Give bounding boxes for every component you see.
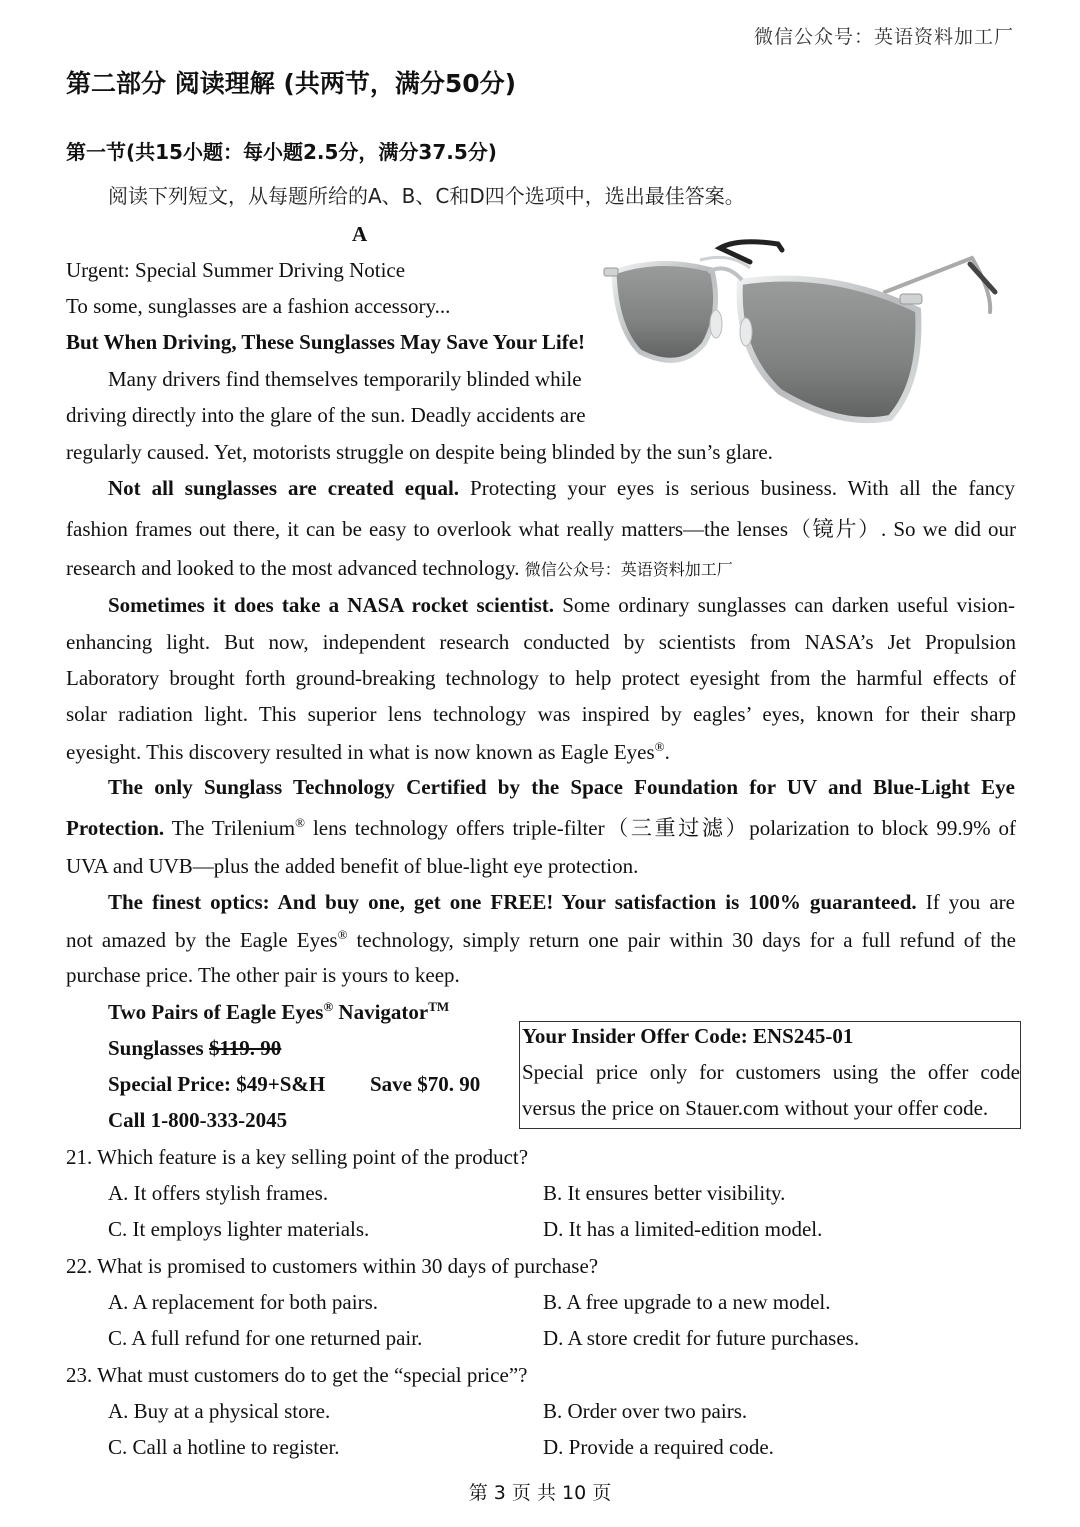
notice-intro: To some, sunglasses are a fashion accessory... — [66, 294, 451, 318]
product-name — [108, 999, 449, 1025]
p5-line2-post: technology, simply return one pair within 30 days for a full refund of the — [347, 928, 1016, 952]
q22-option-c: C. A full refund for one returned pair. — [108, 1326, 423, 1350]
p3-line5-text: eyesight. This discovery resulted in what is now known as Eagle Eyes — [66, 740, 655, 764]
q21-option-a: A. It offers stylish frames. — [108, 1181, 329, 1205]
p3-line1-rest: Some ordinary sunglasses can darken useful vision- — [554, 593, 1015, 617]
p2-line2: fashion frames out there, it can be easy to overlook what really matters—the lenses（镜片）. So we did our — [66, 517, 1016, 541]
registered-mark: ® — [295, 815, 306, 830]
p2-line1-rest: Protecting your eyes is serious business. With all the fancy — [459, 476, 1015, 500]
q22-option-d: D. A store credit for future purchases. — [543, 1326, 860, 1350]
p5-line3: purchase price. The other pair is yours to keep. — [66, 963, 460, 987]
product-name-post: Navigator — [333, 1000, 429, 1024]
subsection-title: 第一节(共15小题：每小题2.5分，满分37.5分) — [66, 140, 497, 164]
p2-line1 — [108, 476, 1015, 501]
question-23: 23. What must customers do to get the “special price”? — [66, 1363, 528, 1387]
p5-line2-pre: not amazed by the Eagle Eyes — [66, 928, 338, 952]
p3-line5 — [66, 739, 670, 765]
p4-line3: UVA and UVB—plus the added benefit of blue-light eye protection. — [66, 854, 639, 878]
header-watermark: 微信公众号：英语资料加工厂 — [753, 26, 1014, 48]
page-number: 第 3 页 共 10 页 — [468, 1482, 612, 1504]
q21-option-c: C. It employs lighter materials. — [108, 1217, 370, 1241]
offer-line1: Special price only for customers using the offer code — [522, 1060, 1020, 1084]
original-price: $119. 90 — [208, 1036, 282, 1060]
product-name-pre: Two Pairs of Eagle Eyes — [108, 1000, 324, 1024]
p1-line1: Many drivers find themselves temporarily blinded while — [108, 367, 582, 391]
q21-option-b: B. It ensures better visibility. — [543, 1181, 786, 1205]
p5-line1-rest: If you are — [916, 890, 1015, 914]
p4-line1: The only Sunglass Technology Certified by the Space Foundation for UV and Blue-Light Eye — [108, 775, 1015, 799]
q23-option-d: D. Provide a required code. — [543, 1435, 774, 1459]
inline-watermark: 微信公众号：英语资料加工厂 — [524, 560, 733, 579]
original-price-label: Sunglasses — [108, 1036, 209, 1060]
registered-mark: ® — [323, 999, 334, 1014]
original-price-line — [108, 1036, 281, 1061]
p3-line1 — [108, 593, 1015, 618]
p3-bold: Sometimes it does take a NASA rocket scientist. — [108, 593, 555, 617]
q22-option-a: A. A replacement for both pairs. — [108, 1290, 379, 1314]
p3-line5-end: . — [664, 740, 670, 764]
p4-line2 — [66, 812, 1016, 842]
trademark-mark: TM — [428, 999, 450, 1014]
q21-option-d: D. It has a limited-edition model. — [543, 1217, 823, 1241]
p1-line2: driving directly into the glare of the sun. Deadly accidents are — [66, 403, 586, 427]
p3-line4: solar radiation light. This superior lens technology was inspired by eagles’ eyes, known for their sharp — [66, 702, 1016, 726]
q23-option-c: C. Call a hotline to register. — [108, 1435, 340, 1459]
registered-mark: ® — [654, 739, 665, 754]
p1-line3: regularly caused. Yet, motorists struggle on despite being blinded by the sun’s glare. — [66, 440, 773, 464]
instruction-text: 阅读下列短文，从每题所给的A、B、C和D四个选项中，选出最佳答案。 — [108, 184, 745, 208]
sunglasses-image — [600, 232, 1000, 432]
offer-line2: versus the price on Stauer.com without your offer code. — [522, 1096, 989, 1120]
offer-code-box — [519, 1021, 1021, 1129]
passage-letter: A — [352, 222, 368, 246]
notice-headline: But When Driving, These Sunglasses May Save Your Life! — [66, 330, 586, 354]
p2-bold: Not all sunglasses are created equal. — [108, 476, 460, 500]
registered-mark: ® — [337, 927, 348, 942]
p5-line1 — [108, 890, 1015, 915]
phone-number: Call 1-800-333-2045 — [108, 1108, 288, 1132]
p4-bold2: Protection. — [66, 816, 165, 840]
q22-option-b: B. A free upgrade to a new model. — [543, 1290, 831, 1314]
question-22: 22. What is promised to customers within 30 days of purchase? — [66, 1254, 599, 1278]
offer-code: Your Insider Offer Code: ENS245-01 — [522, 1024, 854, 1048]
p5-line2 — [66, 927, 1016, 953]
question-21: 21. Which feature is a key selling point of the product? — [66, 1145, 529, 1169]
q23-option-b: B. Order over two pairs. — [543, 1399, 748, 1423]
p2-line3-text: research and looked to the most advanced technology. — [66, 556, 520, 580]
p4-line2-post: lens technology offers triple-filter（三重过滤）polarization to block 99.9% of — [305, 816, 1016, 840]
q23-option-a: A. Buy at a physical store. — [108, 1399, 331, 1423]
savings: Save $70. 90 — [370, 1072, 481, 1096]
special-price: Special Price: $49+S&H — [108, 1072, 326, 1096]
section-title: 第二部分 阅读理解 (共两节，满分50分) — [66, 69, 517, 98]
p2-line3 — [66, 556, 733, 581]
p5-bold: The finest optics: And buy one, get one FREE! Your satisfaction is 100% guaranteed. — [108, 890, 917, 914]
notice-title: Urgent: Special Summer Driving Notice — [66, 258, 406, 282]
p3-line2: enhancing light. But now, independent research conducted by scientists from NASA’s Jet Propulsion — [66, 630, 1016, 654]
p3-line3: Laboratory brought forth ground-breaking technology to help protect eyesight from the harmful effects of — [66, 666, 1016, 690]
p4-line2-pre: The Trilenium — [164, 816, 296, 840]
